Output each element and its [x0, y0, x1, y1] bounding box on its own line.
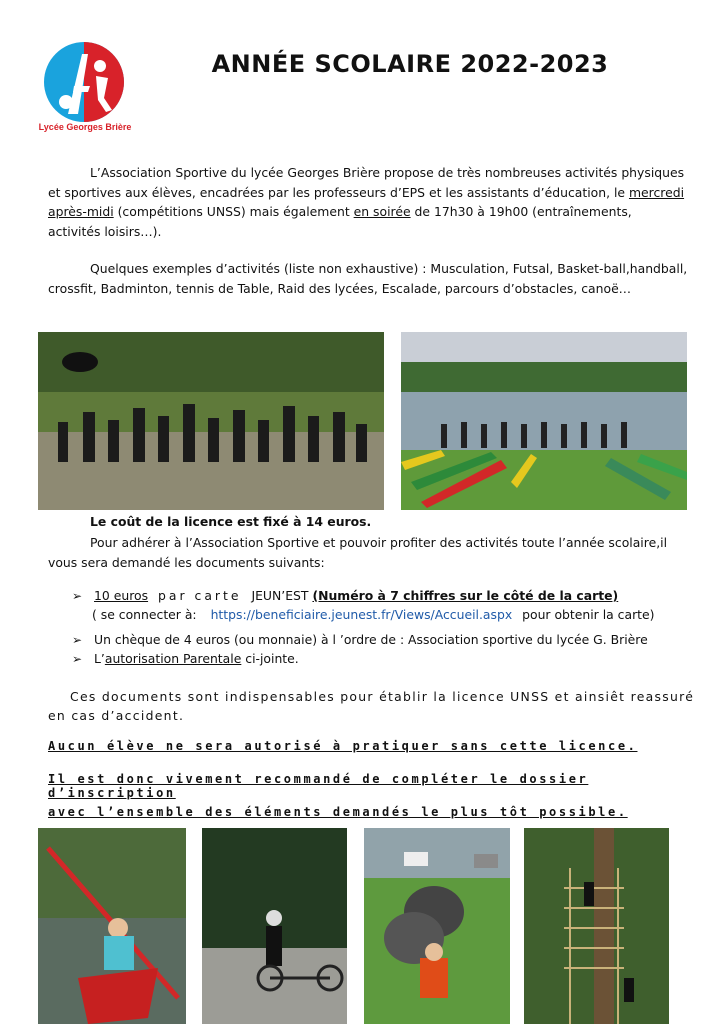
- bullet-cheque-text: Un chèque de 4 euros (ou monnaie) à l ’ordre de : Association sportive du lycée G. Brière: [94, 632, 648, 647]
- intro-paragraph: [48, 163, 688, 241]
- trottinette-photo: [202, 828, 347, 1024]
- documents-paragraph: Ces documents sont indispensables pour établir la licence UNSS et ainsiêt reassuré en cas d’accident.: [48, 689, 695, 723]
- climbing-tree-photo: [524, 828, 669, 1024]
- examples-paragraph: Quelques exemples d’activités (liste non exhaustive) : Musculation, Futsal, Basket-ball,handball, crossfit, Badminton, tennis de Table, Raid des lycées, Escalade, parcours d’obstacles, canoë…: [48, 261, 688, 296]
- bullet-auth-pre: L’: [94, 651, 105, 666]
- kayak-photo: [38, 828, 186, 1024]
- bullet-arrow-icon: ➢: [72, 633, 83, 647]
- jeunest-link[interactable]: https://beneficiaire.jeunest.fr/Views/Accueil.aspx: [210, 607, 513, 622]
- bullet-after: pour obtenir la carte): [522, 607, 655, 622]
- school-logo: [38, 36, 130, 136]
- intro-text-a: L’Association Sportive du lycée Georges Brière propose de très nombreuses activités physiques et sportives aux élèves, encadrées par les professeurs d’EPS et les assistants d’éducation, le: [48, 165, 685, 200]
- bullet-auth-u: autorisation Parentale: [104, 651, 242, 666]
- licence-cost: Le coût de la licence est fixé à 14 euros.: [90, 514, 372, 529]
- group-photo-river: [38, 332, 384, 510]
- intro-soiree: en soirée: [353, 204, 411, 219]
- warning-licence: Aucun élève ne sera autorisé à pratiquer sans cette licence.: [48, 739, 638, 753]
- warning-recommend: Il est donc vivement recommandé de compléter le dossier d’inscription: [48, 772, 589, 800]
- bullet-note: (Numéro à 7 chiffres sur le côté de la carte): [312, 588, 619, 603]
- bullet-card: par carte: [158, 588, 242, 603]
- intro-text-c: de 17h30 à 19h00 (entraînements, activités loisirs…).: [48, 204, 632, 239]
- page-title: ANNÉE SCOLAIRE 2022-2023: [211, 50, 609, 78]
- bullet-autorisation: [72, 650, 299, 668]
- kayak-group-photo: [401, 332, 687, 510]
- warning-deadline: avec l’ensemble des éléments demandés le plus tôt possible.: [48, 805, 628, 819]
- join-paragraph: Pour adhérer à l’Association Sportive et pouvoir profiter des activités toute l’année scolaire,il vous sera demandé les documents suivants:: [48, 535, 668, 570]
- bullet-cheque: [72, 631, 648, 649]
- logo-caption: Lycée Georges Brière: [38, 122, 132, 132]
- bullet-arrow-icon: ➢: [72, 589, 83, 603]
- intro-text-b: (compétitions UNSS) mais également: [113, 204, 354, 219]
- bullet-amount: 10 euros: [94, 588, 149, 603]
- bullet-connect: ( se connecter à:: [92, 607, 197, 622]
- intro-mercredi: mercredi après-midi: [48, 184, 685, 219]
- bullet-connect-line: [92, 606, 655, 624]
- bullet-jeunest: [72, 587, 618, 605]
- obstacle-tunnel-photo: [364, 828, 510, 1024]
- bullet-auth-post: ci-jointe.: [241, 651, 299, 666]
- bullet-brand: JEUN’EST: [251, 588, 309, 603]
- bullet-arrow-icon: ➢: [72, 652, 83, 666]
